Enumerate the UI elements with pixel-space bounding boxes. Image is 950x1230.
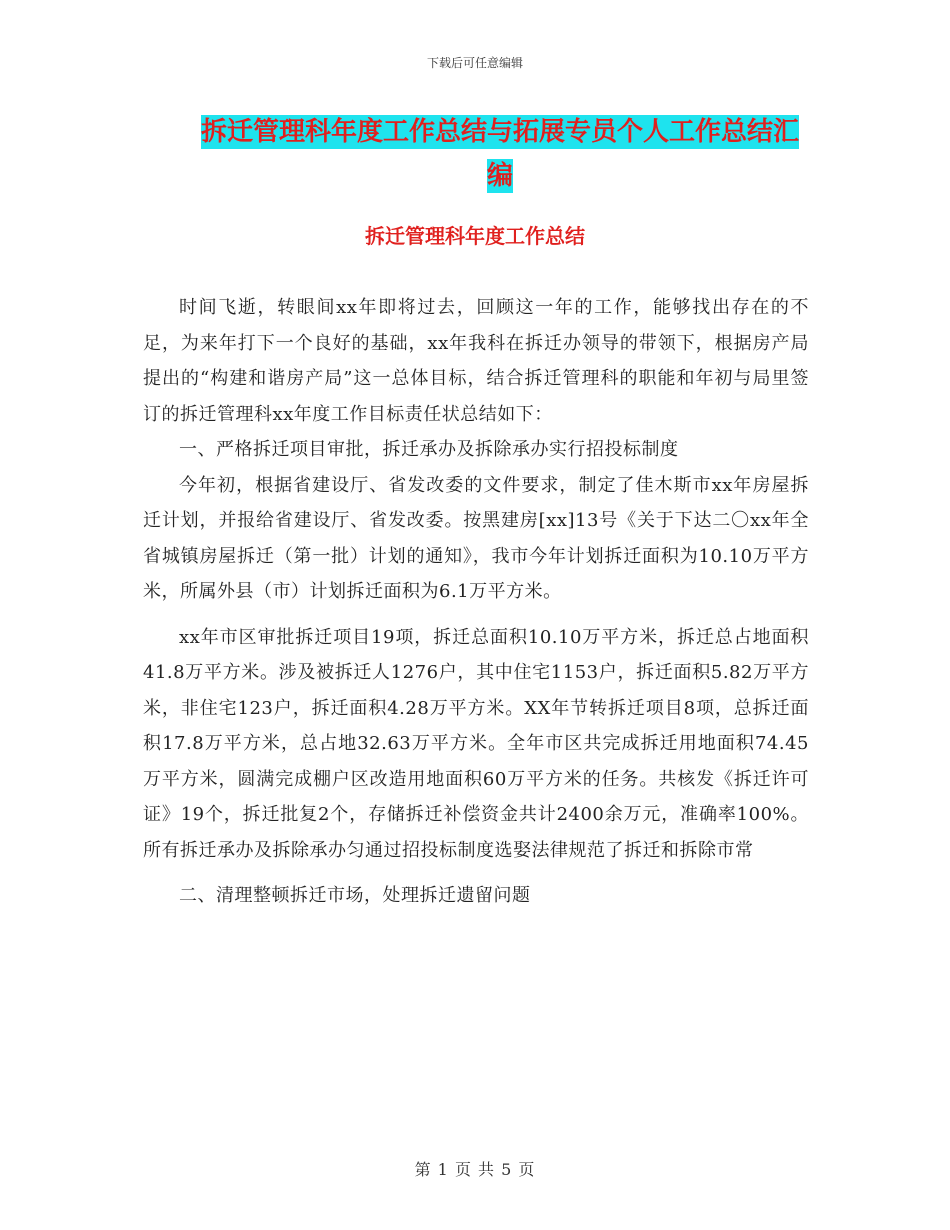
paragraph-heading-1: 一、严格拆迁项目审批，拆迁承办及拆除承办实行招投标制度 [179, 439, 679, 460]
paragraph-intro: 时间飞逝，转眼间xx年即将过去，回顾这一年的工作，能够找出存在的不足，为来年打下一个良好的基础，xx年我科在拆迁办领导的带领下，根据房产局提出的“构建和谐房产局”这一总体目标，结合拆迁管理科的职能和年初与局里签订的拆迁管理科xx年度工作目标责任状总结如下： [143, 297, 809, 425]
document-title-text: 拆迁管理科年度工作总结与拓展专员个人工作总结汇编 [200, 117, 799, 191]
section-title: 拆迁管理科年度工作总结 [365, 224, 585, 248]
page-number: 第 1 页 共 5 页 [414, 1160, 536, 1179]
paragraph-heading-2: 二、清理整顿拆迁市场，处理拆迁遗留问题 [179, 885, 531, 906]
header-note: 下载后可任意编辑 [426, 56, 523, 70]
paragraph-plan: 今年初，根据省建设厅、省发改委的文件要求，制定了佳木斯市xx年房屋拆迁计划，并报给省建设厅、省发改委。按黑建房[xx]13号《关于下达二〇xx年全省城镇房屋拆迁（第一批）计划的通知》，我市今年计划拆迁面积为10.10万平方米，所属外县（市）计划拆迁面积为6.1万平方米。 [143, 474, 809, 602]
document-body [143, 290, 809, 914]
paragraph-statistics: xx年市区审批拆迁项目19项，拆迁总面积10.10万平方米，拆迁总占地面积41.8万平方米。涉及被拆迁人1276户，其中住宅1153户，拆迁面积5.82万平方米，非住宅123户，拆迁面积4.28万平方米。XX年节转拆迁项目8项，总拆迁面积17.8万平方米，总占地32.63万平方米。全年市区共完成拆迁用地面积74.45万平方米，圆满完成棚户区改造用地面积60万平方米的任务。共核发《拆迁许可证》19个，拆迁批复2个，存储拆迁补偿资金共计2400余万元，准确率100%。所有拆迁承办及拆除承办匀通过招投标制度选娶法律规范了拆迁和拆除市常 [143, 626, 809, 861]
document-title [190, 110, 810, 198]
